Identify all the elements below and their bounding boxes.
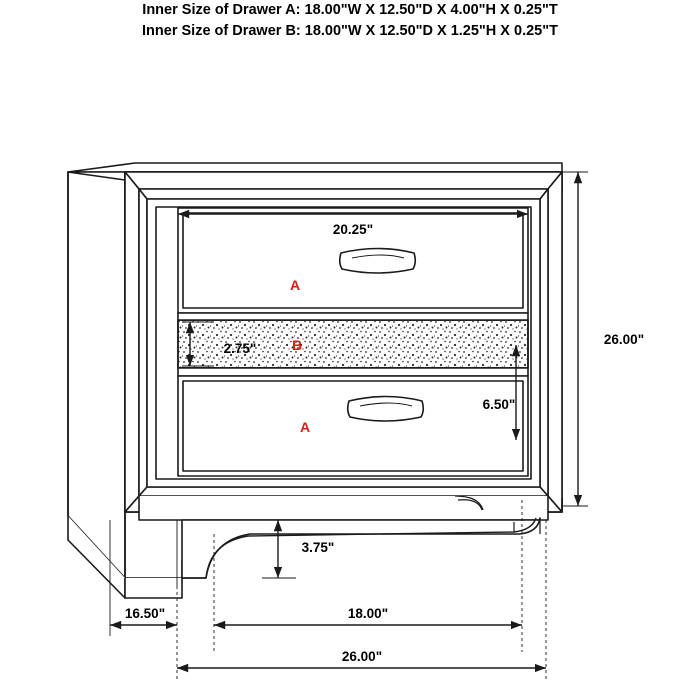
dim-right-height: 26.00" bbox=[603, 332, 645, 347]
dim-overall-width: 26.00" bbox=[341, 649, 383, 664]
dim-lower-drawer-height: 6.50" bbox=[482, 397, 516, 412]
header-line-1: Inner Size of Drawer A: 18.00"W X 12.50"D X 4.00"H X 0.25"T bbox=[142, 2, 558, 18]
drawer-label-a-top: A bbox=[289, 277, 301, 293]
dim-inner-width: 18.00" bbox=[347, 606, 389, 621]
drawer-label-a-bottom: A bbox=[299, 419, 311, 435]
dim-leg-height: 3.75" bbox=[301, 540, 335, 555]
dim-depth: 16.50" bbox=[124, 606, 166, 621]
drawer-label-b: B bbox=[291, 337, 303, 353]
dim-drawer-b-height: 2.75" bbox=[223, 341, 257, 356]
header-line-2: Inner Size of Drawer B: 18.00"W X 12.50"D X 1.25"H X 0.25"T bbox=[142, 23, 558, 39]
dim-top-width: 20.25" bbox=[332, 222, 374, 237]
